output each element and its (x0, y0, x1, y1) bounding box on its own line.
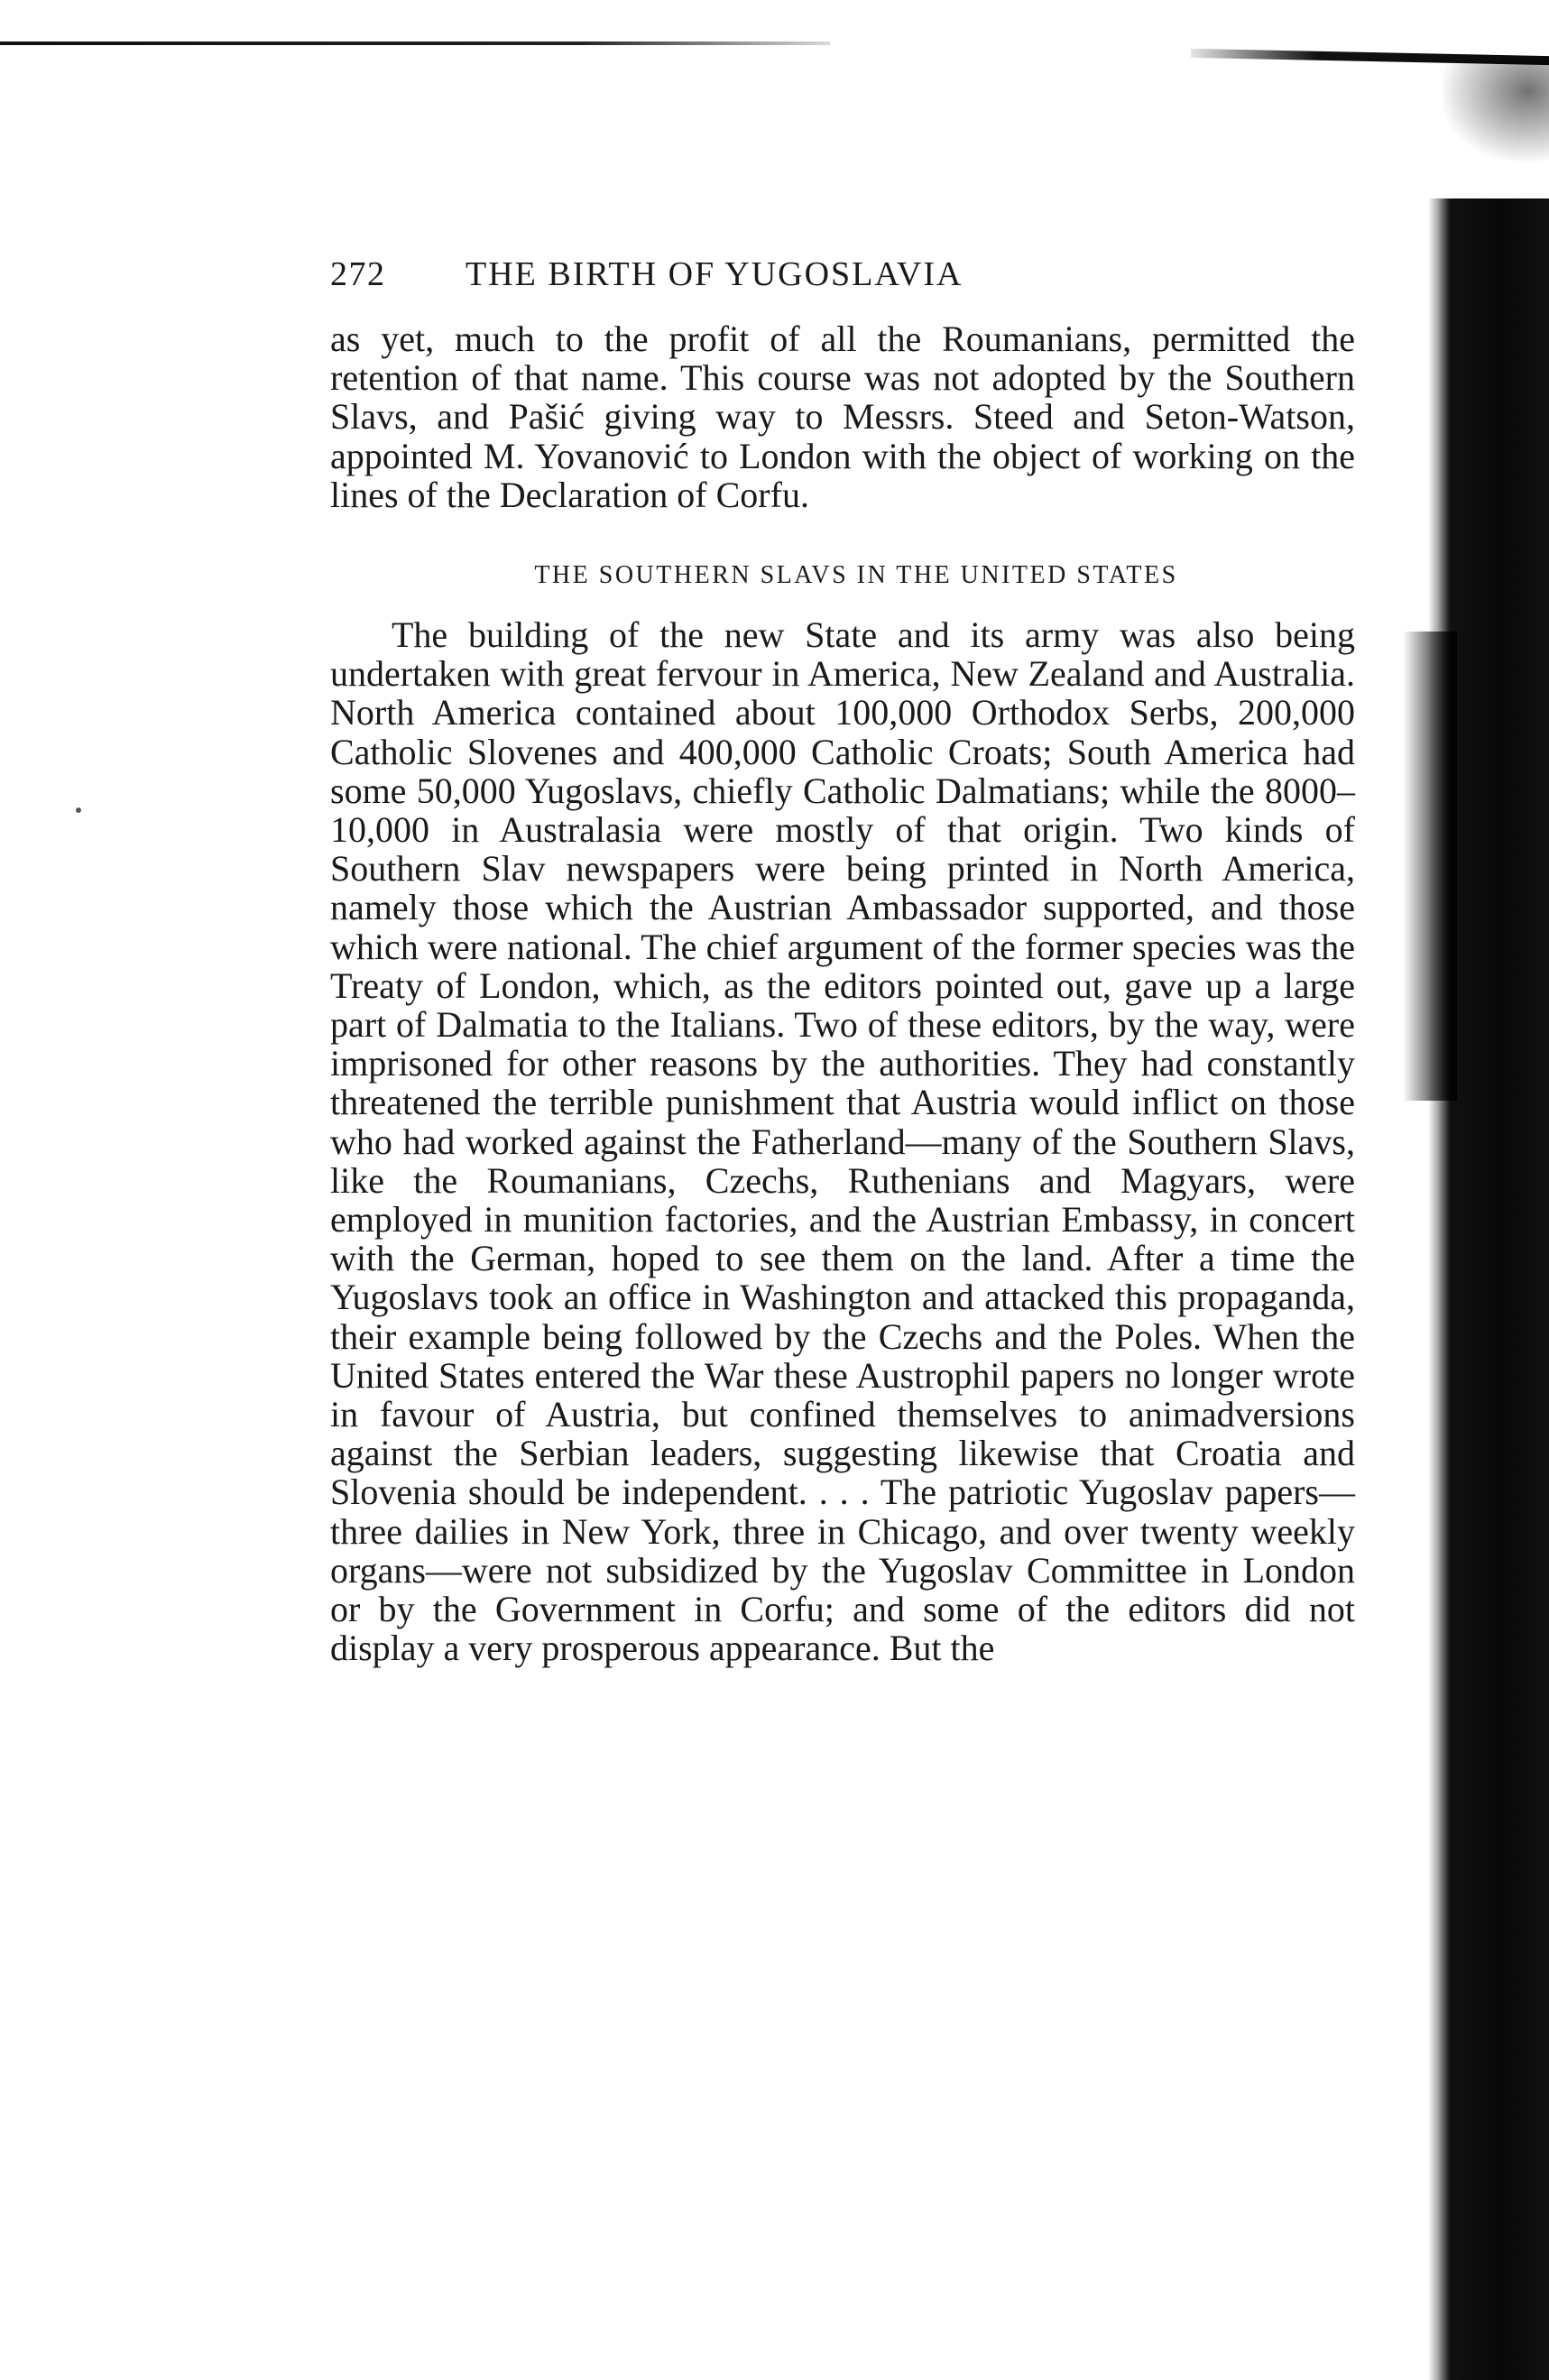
running-title: THE BIRTH OF YUGOSLAVIA (466, 255, 964, 293)
section-heading: THE SOUTHERN SLAVS IN THE UNITED STATES (534, 561, 1178, 590)
paragraph-continued: as yet, much to the profit of all the Roumanians, permitted the retention of that name. This course was not adopted by the Southern Slavs, and Pašić giving way to Messrs. Steed and Seton-Watson, appointed M. Yovanović to London with the object of working on the lines of the Declaration of Corfu. (330, 318, 1355, 515)
paragraph-body: The building of the new State and its army was also being undertaken with great fervour in America, New Zealand and Australia. North America contained about 100,000 Orthodox Serbs, 200,000 Catholic Slovenes and 400,000 Catholic Croats; South America had some 50,000 Yugoslavs, chiefly Catholic Dalmatians; while the 8000–10,000 in Australasia were mostly of that origin. Two kinds of Southern Slav newspapers were being printed in North America, namely those which the Austrian Ambassador supported, and those which were national. The chief argument of the former species was the Treaty of London, which, as the editors pointed out, gave up a large part of Dalmatia to the Italians. Two of these editors, by the way, were imprisoned for other reasons by the authorities. They had constantly threatened the terrible punishment that Austria would inflict on those who had worked against the Fatherland—many of the Southern Slavs, like the Roumanians, Czechs, Ruthenians and Magyars, were employed in munition factories, and the Austrian Embassy, in concert with the German, hoped to see them on the land. After a time the Yugoslavs took an office in Washington and attacked this propaganda, their example being followed by the Czechs and the Poles. When the United States entered the War these Austrophil papers no longer wrote in favour of Austria, but confined themselves to animadversions against the Serbian leaders, suggesting likewise that Croatia and Slovenia should be independent. . . . The patriotic Yugoslav papers—three dailies in New York, three in Chicago, and over twenty weekly organs—were not subsidized by the Yugoslav Committee in London or by the Government in Corfu; and some of the editors did not display a very prosperous appearance. But the (330, 614, 1355, 1669)
scan-edge-rule (0, 42, 830, 45)
binding-shadow (1428, 198, 1549, 2380)
binding-shadow-fade (1403, 632, 1457, 1101)
book-page (330, 254, 1355, 1668)
page-number: 272 (330, 255, 386, 293)
running-head (330, 254, 1355, 309)
scan-corner-shadow (1443, 61, 1549, 161)
stray-ink-mark (76, 807, 81, 813)
